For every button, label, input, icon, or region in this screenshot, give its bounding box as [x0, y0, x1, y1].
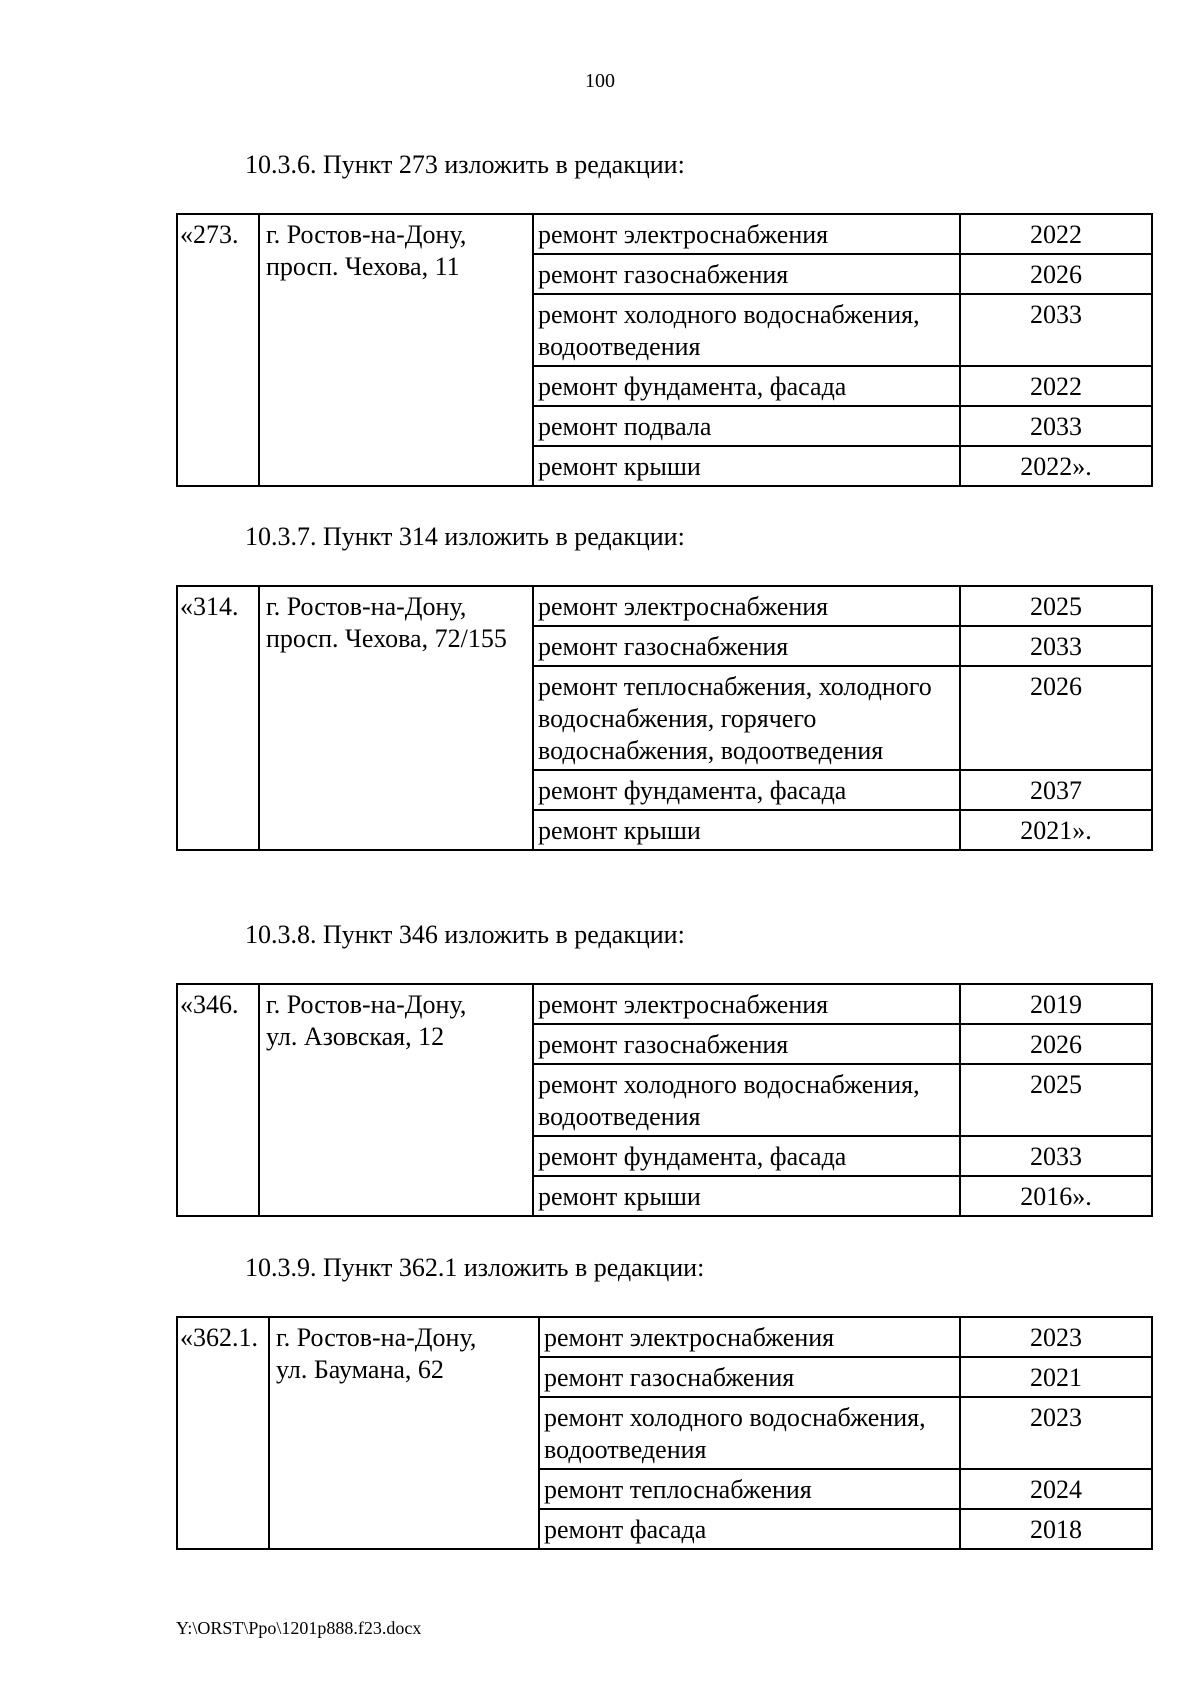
work-year: 2021».: [960, 810, 1152, 850]
work-year: 2022: [960, 214, 1152, 254]
work-year: 2019: [960, 984, 1152, 1024]
address-line: г. Ростов-на-Дону,: [266, 592, 467, 621]
work-table: [176, 983, 1153, 1217]
table-row: [177, 1317, 1152, 1357]
address-line: просп. Чехова, 72/155: [266, 624, 507, 653]
work-type: ремонт фундамента, фасада: [533, 366, 960, 406]
address-line: просп. Чехова, 11: [266, 252, 460, 281]
work-year: 2023: [960, 1397, 1152, 1469]
work-type: ремонт газоснабжения: [533, 1024, 960, 1064]
work-table: [176, 585, 1153, 851]
work-type: ремонт электроснабжения: [533, 214, 960, 254]
table-row: [177, 984, 1152, 1024]
work-year: 2033: [960, 1136, 1152, 1176]
address-cell: [259, 984, 533, 1216]
section-heading: 10.3.8. Пункт 346 изложить в редакции:: [245, 920, 685, 949]
work-type: ремонт крыши: [533, 1176, 960, 1216]
work-year: 2033: [960, 294, 1152, 366]
work-year: 2024: [960, 1469, 1152, 1509]
work-year: 2025: [960, 586, 1152, 626]
work-type: ремонт газоснабжения: [533, 254, 960, 294]
work-year: 2037: [960, 770, 1152, 810]
address-cell: [259, 586, 533, 850]
work-type: ремонт холодного водоснабжения, водоотведения: [539, 1397, 960, 1469]
file-path-footer: Y:\ORST\Ppo\1201p888.f23.docx: [176, 1618, 422, 1638]
work-year: 2025: [960, 1064, 1152, 1136]
item-number: «346.: [177, 984, 259, 1216]
work-year: 2026: [960, 1024, 1152, 1064]
work-type: ремонт газоснабжения: [533, 626, 960, 666]
work-table: [176, 213, 1153, 487]
item-number: «314.: [177, 586, 259, 850]
work-table: [176, 1316, 1153, 1550]
work-type: ремонт подвала: [533, 406, 960, 446]
section-heading: 10.3.7. Пункт 314 изложить в редакции:: [245, 522, 685, 551]
work-type: ремонт электроснабжения: [533, 984, 960, 1024]
work-year: 2023: [960, 1317, 1152, 1357]
work-type: ремонт фасада: [539, 1509, 960, 1549]
work-type: ремонт газоснабжения: [539, 1357, 960, 1397]
address-line: ул. Баумана, 62: [276, 1355, 444, 1384]
address-cell: [269, 1317, 539, 1549]
work-type: ремонт фундамента, фасада: [533, 1136, 960, 1176]
work-type: ремонт фундамента, фасада: [533, 770, 960, 810]
work-type: ремонт холодного водоснабжения, водоотведения: [533, 294, 960, 366]
address-cell: [259, 214, 533, 486]
address-line: ул. Азовская, 12: [266, 1022, 445, 1051]
address-line: г. Ростов-на-Дону,: [266, 990, 467, 1019]
work-type: ремонт холодного водоснабжения, водоотведения: [533, 1064, 960, 1136]
work-year: 2033: [960, 626, 1152, 666]
section-heading: 10.3.9. Пункт 362.1 изложить в редакции:: [245, 1253, 705, 1282]
work-type: ремонт электроснабжения: [533, 586, 960, 626]
work-year: 2033: [960, 406, 1152, 446]
work-year: 2018: [960, 1509, 1152, 1549]
address-line: г. Ростов-на-Дону,: [276, 1323, 477, 1352]
work-type: ремонт электроснабжения: [539, 1317, 960, 1357]
work-year: 2026: [960, 666, 1152, 770]
work-year: 2021: [960, 1357, 1152, 1397]
item-number: «273.: [177, 214, 259, 486]
work-type: ремонт теплоснабжения, холодного водоснабжения, горячего водоснабжения, водоотведения: [533, 666, 960, 770]
page-number: 100: [585, 70, 615, 92]
address-line: г. Ростов-на-Дону,: [266, 220, 467, 249]
work-year: 2022».: [960, 446, 1152, 486]
work-type: ремонт крыши: [533, 810, 960, 850]
work-year: 2022: [960, 366, 1152, 406]
work-year: 2016».: [960, 1176, 1152, 1216]
table-row: [177, 214, 1152, 254]
work-type: ремонт теплоснабжения: [539, 1469, 960, 1509]
work-year: 2026: [960, 254, 1152, 294]
work-type: ремонт крыши: [533, 446, 960, 486]
item-number: «362.1.: [177, 1317, 269, 1549]
table-row: [177, 586, 1152, 626]
section-heading: 10.3.6. Пункт 273 изложить в редакции:: [245, 150, 685, 179]
